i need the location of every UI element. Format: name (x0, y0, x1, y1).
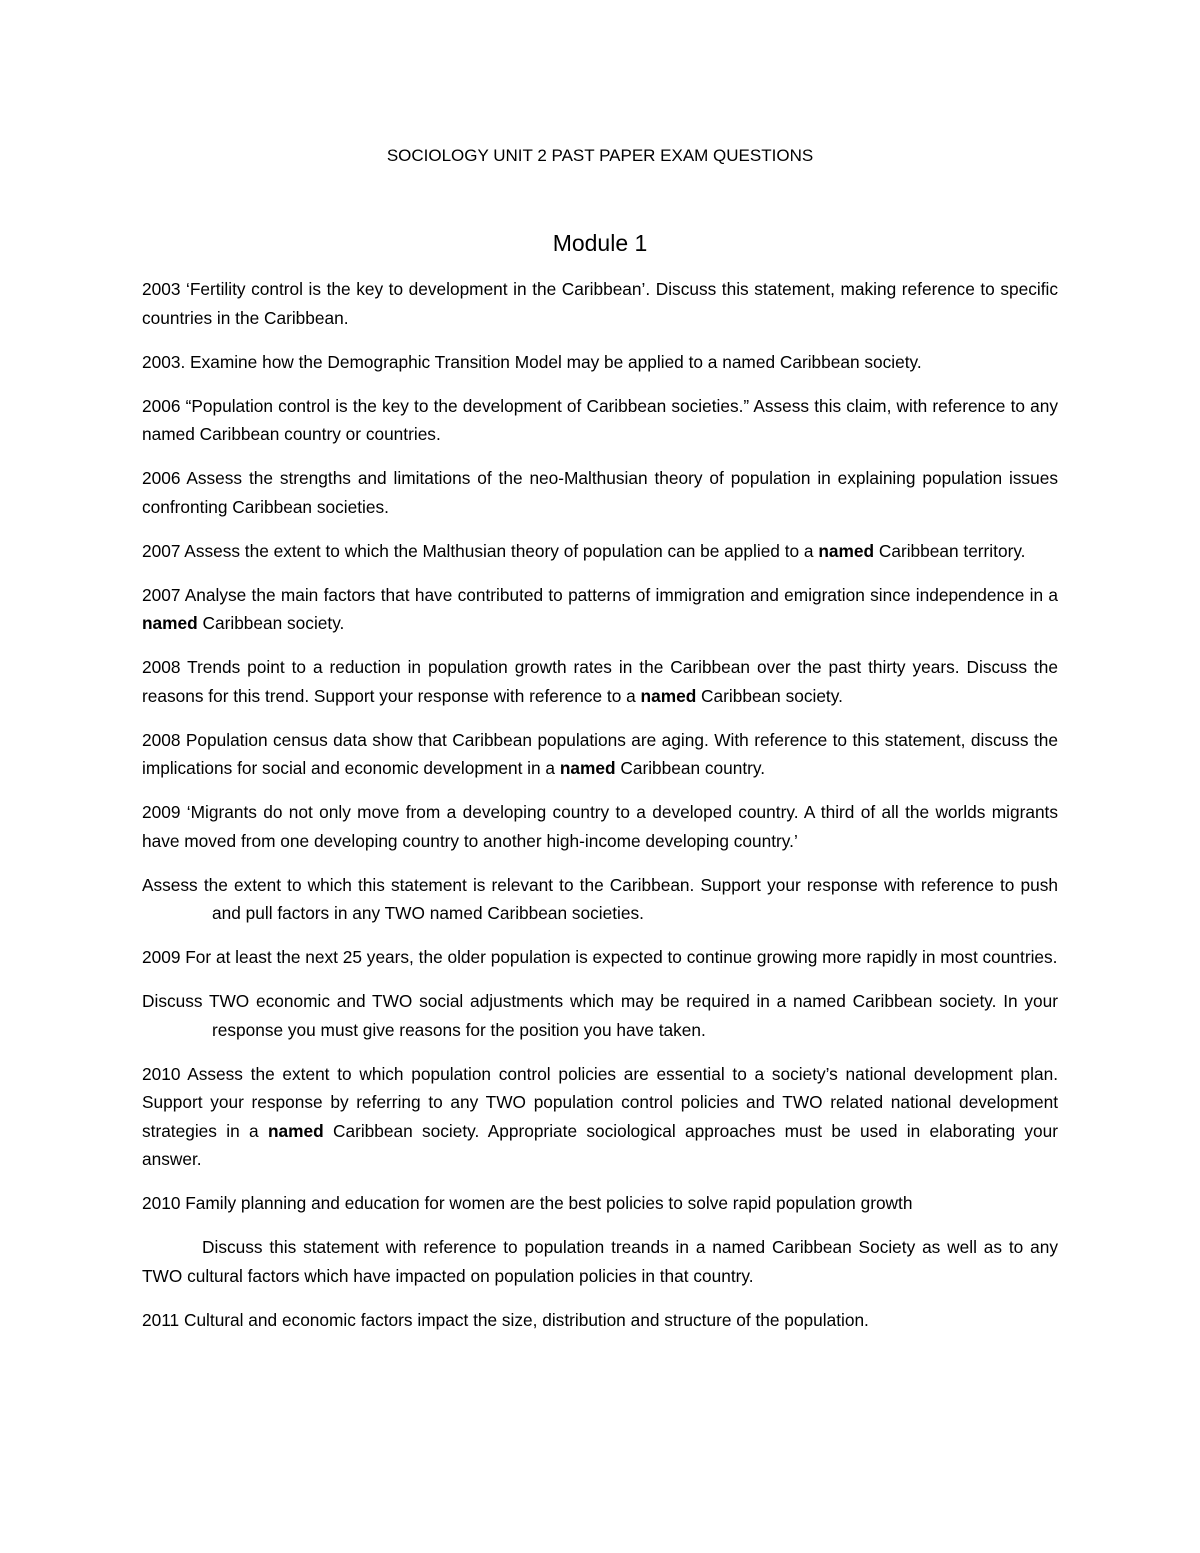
emphasis-named: named (818, 540, 875, 561)
module-heading: Module 1 (552, 230, 648, 256)
emphasis-named: named (142, 613, 198, 633)
question-2006-population-control: 2006 “Population control is the key to the development of Caribbean societies.” Assess this claim, with reference to any named Caribbean country or countries. (142, 395, 1058, 444)
emphasis-named: named (559, 758, 616, 778)
question-2006-neo-malthusian: 2006 Assess the strengths and limitations of the neo-Malthusian theory of population in explaining population issues confronting Caribbean societies. (142, 468, 1058, 517)
question-2007-migration: 2007 Analyse the main factors that have contributed to patterns of immigration and emigration since independence in a named Caribbean society. (142, 584, 1058, 633)
question-2010-discuss-task: Discuss this statement with reference to population treands in a named Caribbean Society as well as to any TWO cultural factors which have impacted on population policies in that country. (142, 1237, 1058, 1286)
question-2009-older-population: 2009 For at least the next 25 years, the older population is expected to continue growing more rapidly in most countries. (142, 947, 1058, 967)
emphasis-named: named (640, 685, 697, 706)
question-2009-migrants-quote: 2009 ‘Migrants do not only move from a developing country to a developed country. A third of all the worlds migrants have moved from one developing country to another high-income developing country.’ (142, 802, 1058, 851)
question-2010-family-planning: 2010 Family planning and education for women are the best policies to solve rapid population growth (142, 1193, 913, 1213)
question-list (142, 275, 1058, 1350)
question-2009-adjustments-task: Discuss TWO economic and TWO social adjustments which may be required in a named Caribbean society. In your response you must give reasons for the position you have taken. (142, 991, 1058, 1040)
question-2008-growth-rates: 2008 Trends point to a reduction in population growth rates in the Caribbean over the past thirty years. Discuss the reasons for this trend. Support your response with reference to a named Caribbean society. (142, 657, 1058, 706)
question-2007-malthusian: 2007 Assess the extent to which the Malthusian theory of population can be applied to a named Caribbean territory. (142, 540, 1026, 561)
question-2010-control-policies: 2010 Assess the extent to which population control policies are essential to a society’s national development plan. Support your response by referring to any TWO population control policies and TWO related national development strategies in a named Caribbean society. Appropriate sociological approaches must be used in elaborating your answer. (142, 1063, 1058, 1169)
question-2011-cultural-economic: 2011 Cultural and economic factors impact the size, distribution and structure of the population. (142, 1309, 869, 1330)
question-2008-aging: 2008 Population census data show that Caribbean populations are aging. With reference to this statement, discuss the implications for social and economic development in a named Caribbean country. (142, 729, 1058, 778)
question-2003-fertility: 2003 ‘Fertility control is the key to development in the Caribbean’. Discuss this statement, making reference to specific countries in the Caribbean. (142, 279, 1058, 328)
question-2003-demographic-transition: 2003. Examine how the Demographic Transition Model may be applied to a named Caribbean society. (142, 351, 922, 372)
question-2009-migrants-task: Assess the extent to which this statement is relevant to the Caribbean. Support your response with reference to push and pull factors in any TWO named Caribbean societies. (142, 874, 1058, 923)
document-title: SOCIOLOGY UNIT 2 PAST PAPER EXAM QUESTIONS (386, 146, 814, 165)
emphasis-named: named (267, 1120, 324, 1141)
